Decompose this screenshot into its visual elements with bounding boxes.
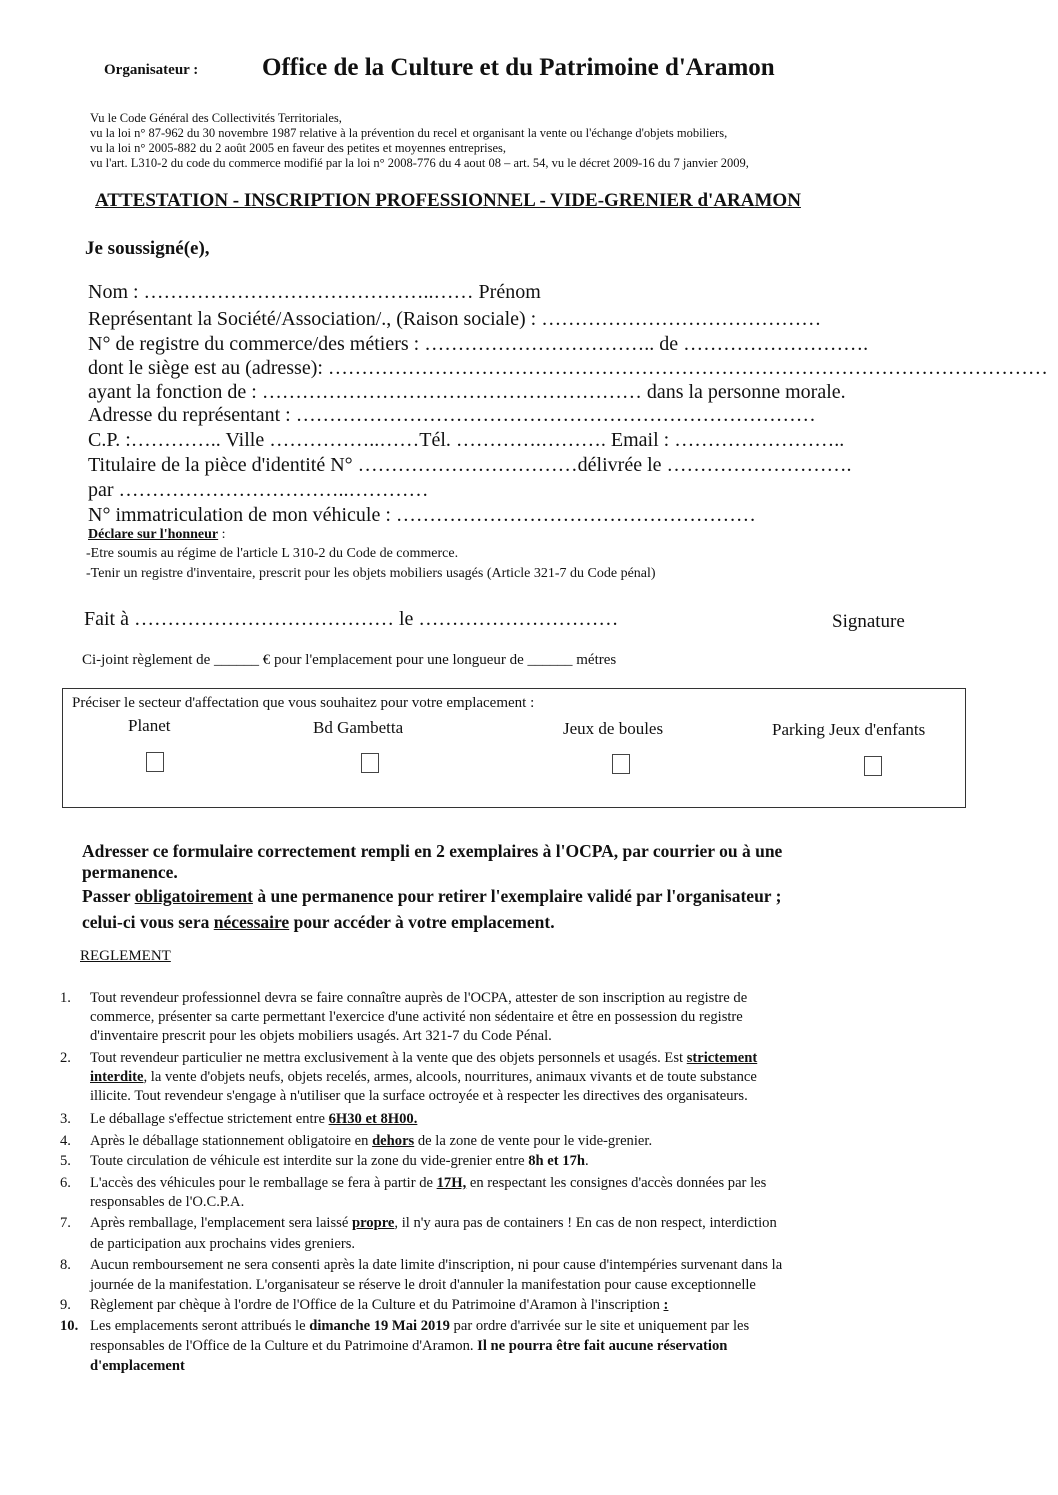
sector-option-planet: Planet [128,716,171,735]
organizer-label: Organisateur : [104,62,199,78]
rule-number: 8. [60,1257,71,1273]
sector-option-jeux-de-boules: Jeux de boules [563,719,664,738]
rule-number: 9. [60,1297,71,1313]
field-fonction[interactable]: ayant la fonction de : ………………………………………………… dans la personne morale. [88,381,846,403]
rule-number: 4. [60,1133,71,1149]
checkbox-bd-gambetta[interactable] [361,753,379,773]
rule-10-line-3: d'emplacement [90,1358,185,1374]
rule-8-line-2: journée de la manifestation. L'organisateur se réserve le droit d'annuler la manifestation pour cause exceptionnelle [90,1277,756,1293]
rule-10-line-1: Les emplacements seront attribués le dimanche 19 Mai 2019 par ordre d'arrivée sur le site et uniquement par les [90,1318,750,1334]
rule-7-line-1: Après remballage, l'emplacement sera laissé propre, il n'y aura pas de containers ! En cas de non respect, interdiction [90,1215,777,1231]
instruction-line-2: permanence. [82,862,178,882]
sector-option-parking: Parking Jeux d'enfants [772,720,926,739]
rule-7-line-2: de participation aux prochains vides greniers. [90,1236,356,1252]
rule-number: 6. [60,1175,71,1191]
intro-text: Je soussigné(e), [85,238,210,259]
rule-6-line-1: L'accès des véhicules pour le remballage se fera à partir de 17H, en respectant les consignes d'accès données par les [90,1175,767,1191]
field-siege[interactable]: dont le siège est au (adresse): ……………………………………………………………………………………………… [88,357,1048,379]
instruction-line-1: Adresser ce formulaire correctement rempli en 2 exemplaires à l'OCPA, par courrier ou à une [82,841,783,861]
rule-number: 3. [60,1111,71,1127]
sector-option-bd-gambetta: Bd Gambetta [313,718,404,737]
legal-ref-3: vu la loi n° 2005-882 du 2 août 2005 en faveur des petites et moyennes entreprises, [90,141,507,155]
field-adresse[interactable]: Adresse du représentant : …………………………………………………………………… [88,404,816,426]
rule-5: Toute circulation de véhicule est interdite sur la zone du vide-grenier entre 8h et 17h. [90,1153,589,1169]
rule-number: 5. [60,1153,71,1169]
fait-a-line[interactable]: Fait à ………………………………… le ………………………… [84,608,619,630]
rule-1-line-2: commerce, présenter sa carte permettant l'exercice d'une activité non sédentaire et être en possession du registre [90,1009,743,1025]
rule-2-line-3: illicite. Tout revendeur s'engage à n'utiliser que la surface octroyée et à respecter les directives des organisateurs. [90,1088,748,1104]
legal-ref-2: vu la loi n° 87-962 du 30 novembre 1987 relative à la prévention du recel et organisant la vente ou l'échange d'objets mobiliers, [90,126,728,140]
field-par[interactable]: par ……………………………..………… [88,479,429,501]
rule-4: Après le déballage stationnement obligatoire en dehors de la zone de vente pour le vide-grenier. [90,1133,653,1149]
rule-8-line-1: Aucun remboursement ne sera consenti après la date limite d'inscription, ni pour cause d'intempéries survenant dans la [90,1257,783,1273]
sector-prompt: Préciser le secteur d'affectation que vous souhaitez pour votre emplacement : [72,695,535,711]
field-cp-ville-tel-email[interactable]: C.P. :………….. Ville ……………..……Tél. ………….………. Email : …………………….. [88,429,845,451]
rule-6-line-2: responsables de l'O.C.P.A. [90,1194,245,1210]
rule-10-line-2: responsables de l'Office de la Culture et du Patrimoine d'Aramon. Il ne pourra être fait aucune réservation [90,1338,728,1354]
instruction-line-3: Passer obligatoirement à une permanence pour retirer l'exemplaire validé par l'organisateur ; [82,886,782,906]
rule-2-line-1: Tout revendeur particulier ne mettra exclusivement à la vente que des objets personnels et usagés. Est strictement [90,1050,758,1066]
instruction-line-4: celui-ci vous sera nécessaire pour accéder à votre emplacement. [82,912,555,932]
declaration-heading: Déclare sur l'honneur : [88,527,226,542]
payment-line[interactable]: Ci-joint règlement de ______ € pour l'emplacement pour une longueur de ______ métres [82,652,617,668]
legal-ref-1: Vu le Code Général des Collectivités Territoriales, [90,111,342,125]
declaration-item-1: -Etre soumis au régime de l'article L 310-2 du Code de commerce. [86,546,459,561]
rule-2-line-2: interdite, la vente d'objets neufs, objets recelés, armes, alcools, nourritures, animaux vivants et de toute substance [90,1069,757,1085]
declaration-item-2: -Tenir un registre d'inventaire, prescrit pour les objets mobiliers usagés (Article 321-7 du Code pénal) [86,566,656,581]
field-piece-identite[interactable]: Titulaire de la pièce d'identité N° ……………………………délivrée le ………………………. [88,454,852,476]
legal-ref-4: vu l'art. L310-2 du code du commerce modifié par la loi n° 2008-776 du 4 aout 08 – art. 54, vu le décret 2009-16 du 7 janvier 2009, [90,156,749,170]
field-immatriculation[interactable]: N° immatriculation de mon véhicule : ……………………………………………… [88,504,756,526]
rule-number: 1. [60,990,71,1006]
field-nom-prenom[interactable]: Nom : ……………………………………..…… Prénom [88,281,541,303]
checkbox-parking[interactable] [864,756,882,776]
checkbox-planet[interactable] [146,752,164,772]
rule-9: Règlement par chèque à l'ordre de l'Office de la Culture et du Patrimoine d'Aramon à l'inscription : [90,1297,669,1313]
organizer-name: Office de la Culture et du Patrimoine d'Aramon [262,54,775,81]
page-title: ATTESTATION - INSCRIPTION PROFESSIONNEL - VIDE-GRENIER d'ARAMON [95,190,801,211]
field-registre[interactable]: N° de registre du commerce/des métiers : …………………………….. de ………………………. [88,333,869,355]
rule-1-line-1: Tout revendeur professionnel devra se faire connaître auprès de l'OCPA, attester de son inscription au registre de [90,990,748,1006]
rules-heading: REGLEMENT [80,948,171,964]
rule-3: Le déballage s'effectue strictement entre 6H30 et 8H00. [90,1111,418,1127]
checkbox-jeux-de-boules[interactable] [612,754,630,774]
signature-label: Signature [832,611,905,632]
rule-number: 7. [60,1215,71,1231]
field-raison-sociale[interactable]: Représentant la Société/Association/., (Raison sociale) : …………………………………… [88,308,822,330]
rule-number: 10. [60,1318,79,1334]
rule-number: 2. [60,1050,71,1066]
rule-1-line-3: d'inventaire prescrit pour les objets mobiliers usagés. Art 321-7 du Code Pénal. [90,1028,552,1044]
